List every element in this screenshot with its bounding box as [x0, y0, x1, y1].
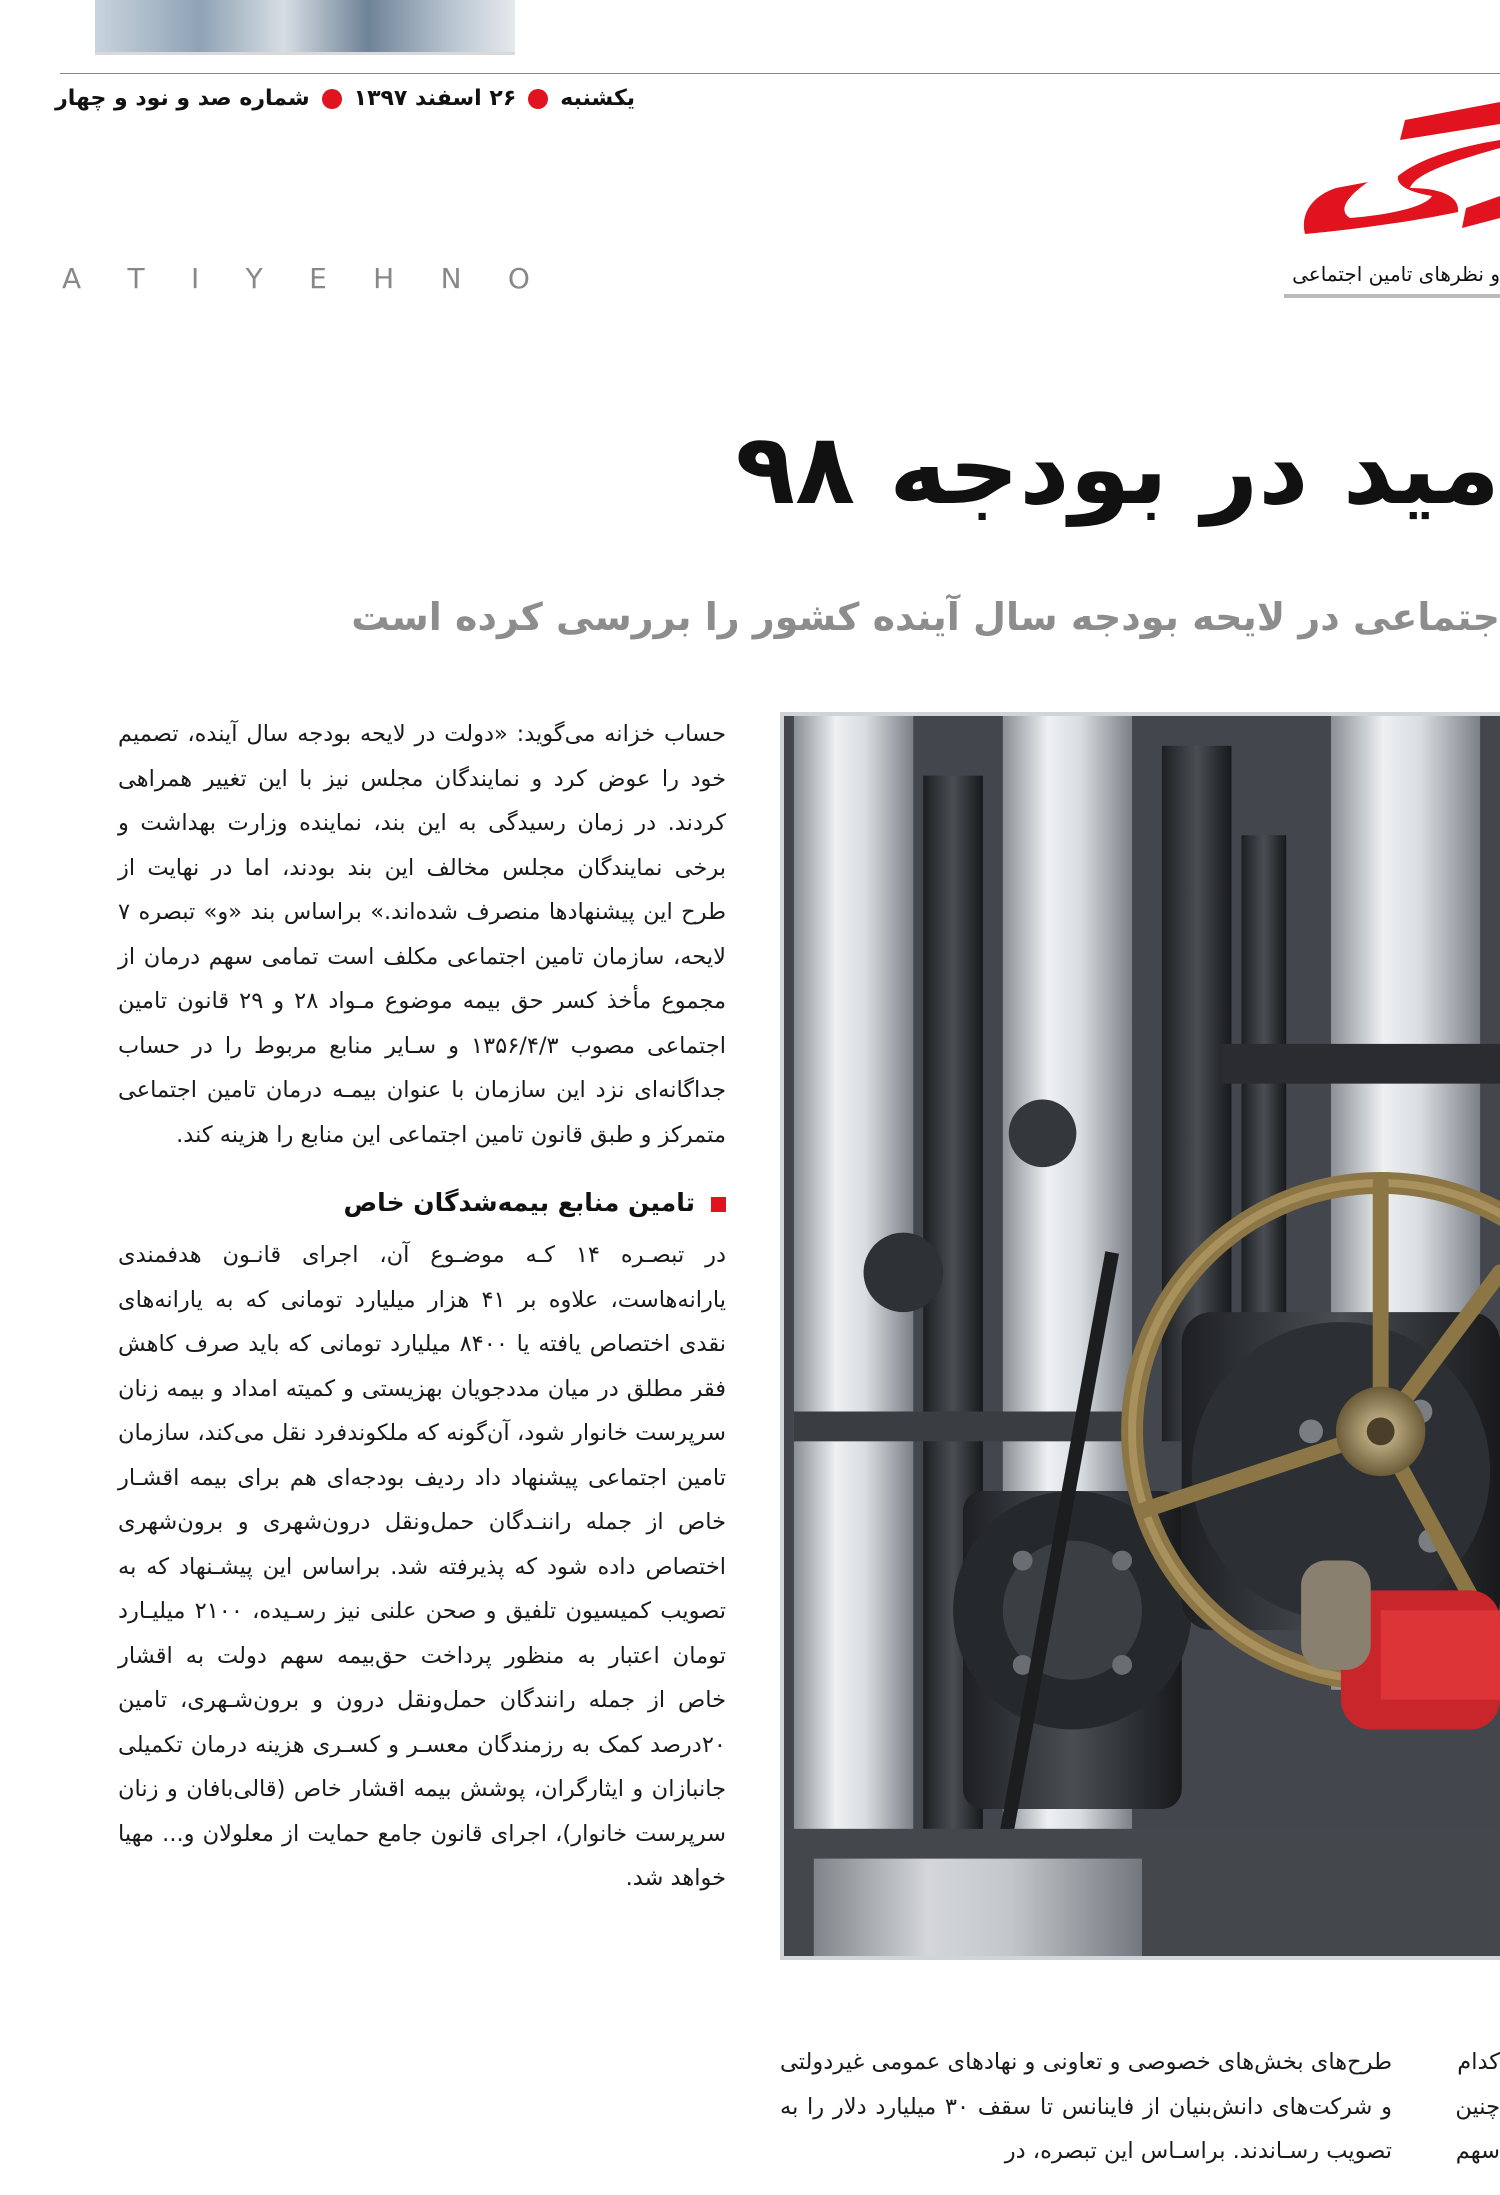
article-paragraph: طرح‌های بخش‌های خصوصی و تعاونی و نهادهای عمومی غیردولتی و شرکت‌های دانش‌بنیان از فاینانس تا سقف ۳۰ میلیارد دلار را به تصویب رسـاندند. براسـاس این تبصره، در	[780, 2049, 1392, 2164]
masthead-tagline: و نظرهای تامین اجتماعی	[1292, 262, 1500, 286]
issue-date: ۲۶ اسفند ۱۳۹۷	[353, 86, 517, 111]
latin-letter: A	[62, 262, 84, 295]
latin-letter: O	[507, 262, 532, 295]
red-bullet-icon	[528, 89, 548, 109]
issue-meta	[55, 86, 635, 111]
latin-masthead-letters	[62, 262, 532, 295]
article-column-1	[118, 712, 726, 1901]
section-heading-text: تامین منابع بیمه‌شدگان خاص	[343, 1188, 695, 1217]
article-photo-industrial-valves	[780, 712, 1500, 1960]
tagline-underline	[1284, 294, 1500, 298]
issue-day: یکشنبه	[560, 86, 635, 111]
latin-letter: I	[190, 262, 202, 295]
article-paragraph: در تبصـره ۱۴ کـه موضـوع آن، اجرای قانـون هدفمندی یارانه‌هاست، علاوه بر ۴۱ هزار میلیارد تومانی که به یارانه‌های نقدی اختصاص یافته یا ۸۴۰۰ میلیارد تومانی که باید صرف کاهش فقر مطلق در میان مددجویان بهزیستی و کمیته امداد و بیمه زنان سرپرست خانوار شود، آن‌گونه که ملکوندفرد نقل می‌کند، سازمان تامین اجتماعی پیشنهاد داد ردیف بودجه‌ای هم برای بیمه اقشـار خاص از جمله راننـدگان حمل‌ونقل درون‌شهری و برون‌شهری اختصاص داده شود که پذیرفته شد. براساس این پیشـنهاد که به تصویب کمیسیون تلفیق و صحن علنی نیز رسـیده، ۲۱۰۰ میلیـارد تومان اعتبار به منظور پرداخت حق‌بیمه سهم دولت به اقشار خاص از جمله رانندگان حمل‌ونقل درون و برون‌شـهری، تامین ۲۰درصد کمک به رزمندگان معسـر و کسـری هزینه درمان تکمیلی جانبازان و ایثارگران، پوشش بیمه اقشار خاص (قالی‌بافان و زنان سرپرست خانوار)، اجرای قانون جامع حمایت از معلولان و... مهیا خواهد شد.	[118, 1242, 726, 1891]
red-square-icon	[711, 1197, 726, 1212]
article-column-2-bottom	[780, 2040, 1392, 2174]
masthead-rule	[60, 73, 1500, 74]
top-image-strip	[95, 0, 515, 55]
latin-letter: T	[127, 262, 147, 295]
latin-letter: Y	[245, 262, 265, 295]
latin-letter: H	[373, 262, 397, 295]
issue-number: شماره صد و نود و چهار	[55, 86, 310, 111]
article-headline: مید در بودجه ۹۸	[735, 413, 1500, 527]
latin-letter: E	[309, 262, 329, 295]
article-subheadline: جتماعی در لایحه بودجه سال آینده کشور را بررسی کرده است	[351, 595, 1500, 639]
latin-letter: N	[440, 262, 464, 295]
article-column-3-fragment	[1440, 2040, 1500, 2174]
text-fragment-line: چنین	[1455, 2093, 1500, 2120]
text-fragment-line: سهم	[1455, 2138, 1500, 2164]
text-fragment-line: کدام	[1457, 2049, 1500, 2075]
section-heading	[118, 1177, 726, 1229]
article-paragraph: حساب خزانه می‌گوید: «دولت در لایحه بودجه سال آینده، تصمیم خود را عوض کرد و نمایندگان مجلس نیز با این تغییر همراهی کردند. در زمان رسیدگی به این بند، نماینده وزارت بهداشت و برخی نمایندگان مجلس مخالف این بند بودند، اما در نهایت از طرح این پیشنهادها منصرف شده‌اند.» براساس بند «و» تبصره ۷ لایحه، سازمان تامین اجتماعی مکلف است تمامی سهم درمان از مجموع مأخذ کسر حق بیمه موضوع مـواد ۲۸ و ۲۹ قانون تامین اجتماعی مصوب ۱۳۵۶/۴/۳ و سـایر منابع مربوط را در حساب جداگانه‌ای نزد این سازمان با عنوان بیمـه درمان تامین اجتماعی متمرکز و طبق قانون تامین اجتماعی این منابع را هزینه کند.	[118, 721, 726, 1148]
masthead-logo	[1200, 96, 1500, 246]
red-bullet-icon	[322, 89, 342, 109]
